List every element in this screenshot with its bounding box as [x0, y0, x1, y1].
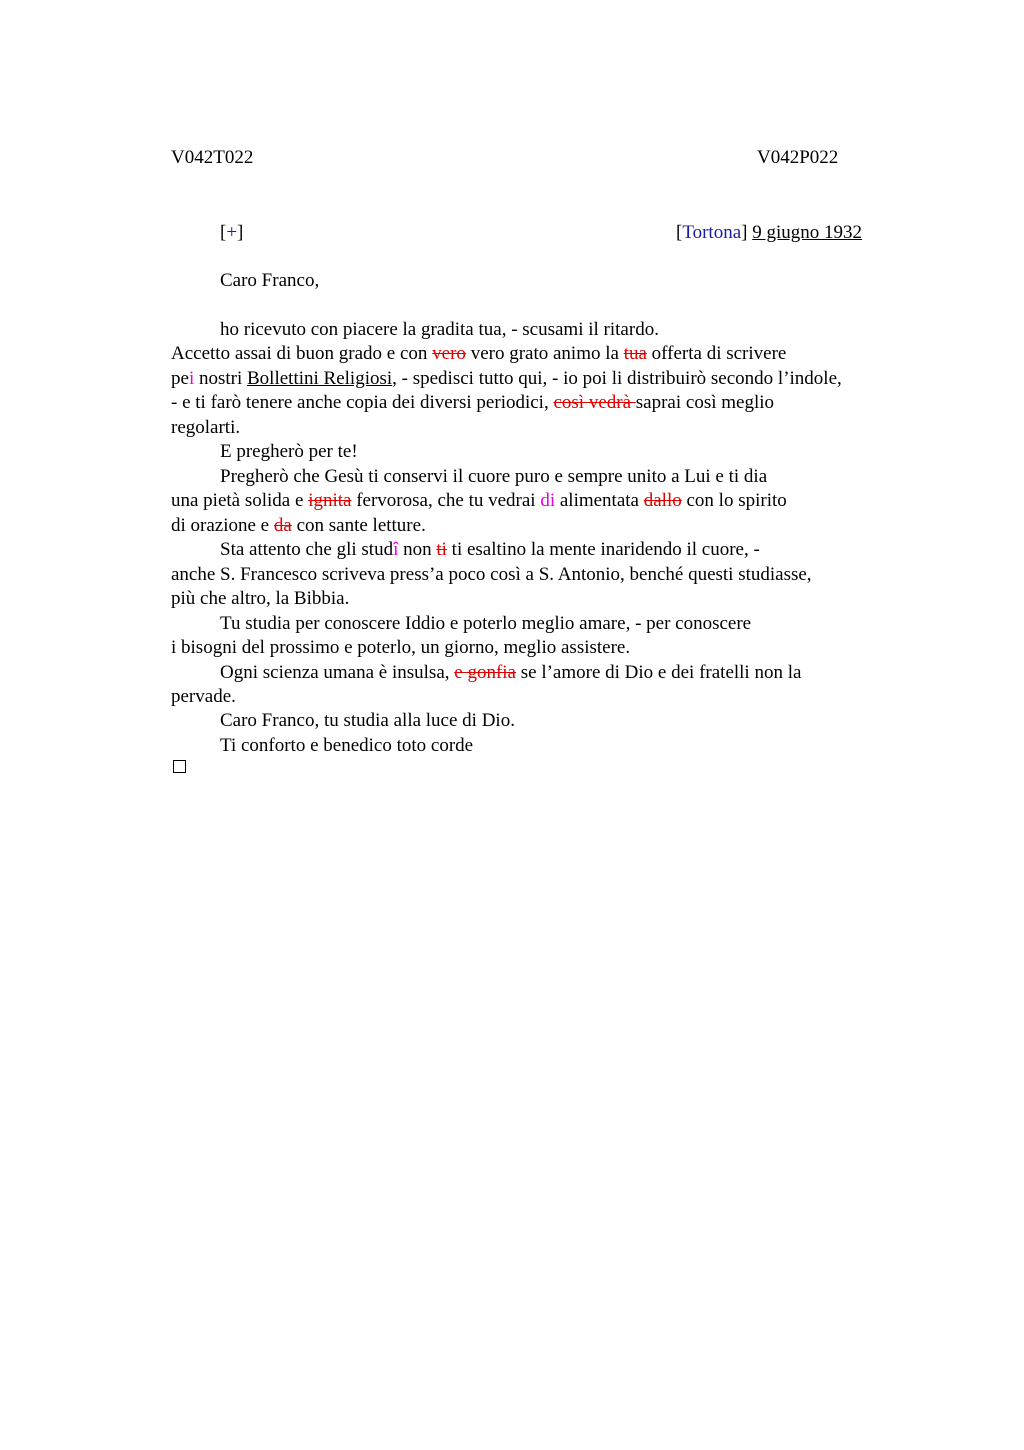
body-line-10 — [220, 538, 760, 562]
text: ti esaltino la mente inaridendo il cuore, - — [446, 539, 760, 560]
text: di orazione e — [171, 515, 274, 536]
text: E pregherò per te! — [220, 441, 358, 462]
deleted-text: vero — [432, 343, 466, 364]
text: Caro Franco, tu studia alla luce di Dio. — [220, 710, 515, 731]
text: i bisogni del prossimo e poterlo, un giorno, meglio assistere. — [171, 637, 631, 658]
right-code: V042P022 — [757, 147, 839, 168]
body-line-1 — [220, 318, 659, 342]
text: regolarti. — [171, 417, 241, 438]
inserted-text: i — [188, 368, 195, 389]
text: se l’amore di Dio e dei fratelli non la — [516, 662, 802, 683]
body-line-2 — [171, 342, 786, 366]
text: Sta attento che gli stud — [220, 539, 394, 560]
body-line-15 — [220, 661, 801, 685]
letter-date: 9 giugno 1932 — [752, 222, 862, 243]
salutation: Caro Franco, — [220, 270, 320, 291]
text: pervade. — [171, 686, 236, 707]
body-line-17 — [220, 709, 515, 733]
body-line-14 — [171, 636, 630, 660]
place-name: Tortona — [682, 222, 742, 243]
inserted-text: di — [540, 490, 556, 511]
body-line-11 — [171, 563, 812, 587]
body-line-13 — [220, 612, 751, 636]
deleted-text: ti — [436, 539, 447, 560]
text: saprai così meglio — [635, 392, 775, 413]
text: offerta di scrivere — [646, 343, 787, 364]
body-line-5 — [171, 416, 240, 440]
body-line-18 — [220, 734, 473, 758]
text: ho ricevuto con piacere la gradita tua, - scusami il ritardo. — [220, 319, 659, 340]
text: Ti conforto e benedico toto corde — [220, 735, 474, 756]
left-code: V042T022 — [171, 147, 254, 168]
text: Tu studia per conoscere Iddio e poterlo meglio amare, - per conoscere — [220, 613, 752, 634]
text: vero grato animo la — [465, 343, 624, 364]
bracket-close: ] — [741, 222, 748, 243]
bracket-close: ] — [237, 222, 244, 243]
body-line-3 — [171, 367, 842, 391]
cross-symbol: + — [226, 222, 238, 243]
deleted-text: così vedrà — [553, 392, 636, 413]
deleted-text: da — [273, 515, 292, 536]
body-line-4 — [171, 391, 774, 415]
body-line-8 — [171, 489, 787, 513]
text: con sante letture. — [291, 515, 426, 536]
text: con lo spirito — [681, 490, 787, 511]
deleted-text: ignita — [308, 490, 352, 511]
inserted-text: î — [393, 539, 399, 560]
text: pe — [171, 368, 189, 389]
text: Accetto assai di buon grado e con — [171, 343, 433, 364]
text: fervorosa, che tu vedrai — [351, 490, 541, 511]
text: una pietà solida e — [171, 490, 309, 511]
end-marker-icon — [173, 760, 186, 773]
deleted-text: tua — [623, 343, 647, 364]
bracket-open: [ — [220, 222, 227, 243]
cross-mark — [220, 221, 243, 245]
text: alimentata — [555, 490, 644, 511]
text: , - spedisci tutto qui, - io poi li distribuirò secondo l’indole, — [392, 368, 842, 389]
text: anche S. Francesco scriveva press’a poco così a S. Antonio, benché questi studiasse, — [171, 564, 812, 585]
text: nostri — [194, 368, 247, 389]
body-line-6 — [220, 440, 358, 464]
text: non — [398, 539, 437, 560]
body-line-12 — [171, 587, 349, 611]
deleted-text: e gonfia — [454, 662, 516, 683]
text: più che altro, la Bibbia. — [171, 588, 350, 609]
body-line-7 — [220, 465, 767, 489]
body-line-9 — [171, 514, 426, 538]
text: Pregherò che Gesù ti conservi il cuore puro e sempre unito a Lui e ti dia — [220, 466, 768, 487]
deleted-text: dallo — [643, 490, 682, 511]
place-date — [676, 221, 862, 245]
text: Ogni scienza umana è insulsa, — [220, 662, 455, 683]
body-line-16 — [171, 685, 236, 709]
text: - e ti farò tenere anche copia dei diversi periodici, — [171, 392, 554, 413]
underlined-title: Bollettini Religiosi — [247, 368, 393, 389]
bracket-open: [ — [675, 222, 683, 243]
